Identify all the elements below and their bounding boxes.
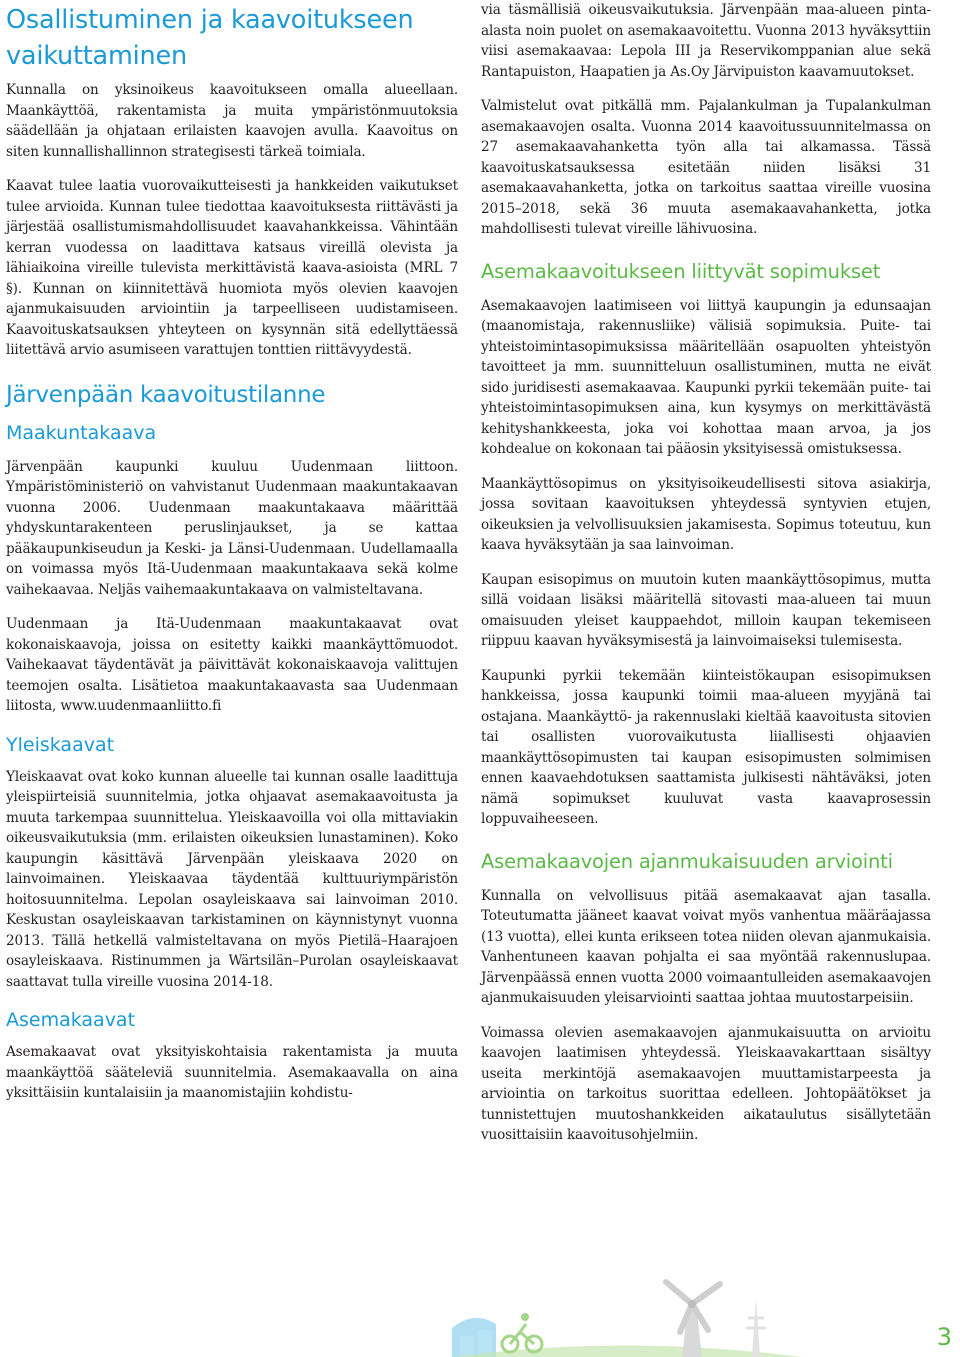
page-number: 3 [936, 1323, 952, 1351]
page-title: Osallistuminen ja kaavoitukseen vaikuttaminen [6, 5, 414, 71]
maakuntakaava-heading: Maakuntakaava [6, 421, 157, 444]
intro-paragraph-1: Kunnalla on yksinoikeus kaavoitukseen omalla alueellaan. Maankäyttöä, rakentamista ja muita ympäristönmuutoksia säädellään ja ohjataan erilaisten kaavojen avulla. Kaavoitus on siten kunnallishallinnon strategisesti tärkeä toimiala. [6, 82, 458, 160]
maakuntakaava-paragraph-2: Uudenmaan ja Itä-Uudenmaan maakuntakaavat ovat kokonaiskaavoja, joissa on esitetty kaikki maankäyttömuodot. Vaihekaavat täydentävät ja päivittävät kokonaiskaavoja valittujen teemojen osalta. Lisätietoa maakuntakaavasta saa Uudenmaan liitosta, www.uudenmaanliitto.fi [6, 616, 458, 714]
section-title: Järvenpään kaavoitustilanne [6, 381, 326, 408]
right-column [481, 0, 931, 1146]
arviointi-paragraph-1: Kunnalla on velvollisuus pitää asemakaavat ajan tasalla. Toteutumatta jääneet kaavat voivat myös vanhentua määräajassa (13 vuotta), ellei kunta erikseen totea niiden olevan ajanmukaisia. Vanhentuneen kaavan pohjalta ei saa myöntää rakennuslupaa. Järvenpäässä ennen vuotta 2000 voimaantulleiden asemakaavojen ajanmukaisuuden yleisarviointi saattaa johtaa muutostarpeisiin. [481, 887, 931, 1006]
asemakaavat-paragraph-2: Valmistelut ovat pitkällä mm. Pajalankulman ja Tupalankulman asemakaavojen osalta. Vuonna 2014 kaavoitussuunnitelmassa on 27 asemakaavahanketta työn alla tai alkamassa. Tässä kaavoituskatsauksessa esitetään niiden lisäksi 31 asemakaavahanketta, jotka on tarkoitus saattaa vireille vuosina 2015–2018, sekä 36 muuta asemakaavahanketta, jotka mahdollisesti tulevat vireille lähivuosina. [481, 98, 931, 237]
sopimukset-heading: Asemakaavoitukseen liittyvät sopimukset [481, 259, 881, 283]
tree-icon [746, 1298, 766, 1357]
left-column [6, 0, 458, 1104]
asemakaavat-paragraph-end: via täsmällisiä oikeusvaikutuksia. Järvenpään maa-alueen pinta-alasta noin puolet on asemakaavoitettu. Vuonna 2013 hyväksyttiin viisi asemakaavaa: Lepola III ja Reservikomppanian alue sekä Rantapuiston, Haapatien ja As.Oy Järvipuiston kaavamuutokset. [481, 2, 931, 80]
sopimukset-paragraph-1: Asemakaavojen laatimiseen voi liittyä kaupungin ja edunsaajan (maanomistaja, rakennusliike) välisiä sopimuksia. Puite- tai yhteistoimintasopimuksissa määritellään osapuolten yhteistyön tavoitteet ja mm. suunnitteluun osallistuminen, mutta ne eivät sido juridisesti asemakaavaa. Kaupunki pyrkii tekemään puite- tai yhteistoimintasopimuksen aina, kun kysymys on merkittävästä kehityshankkeesta, joka voi kohottaa maan arvoa, ja jos kohdealue on kokonaan tai pääosin yksityisessä omistuksessa. [481, 297, 931, 457]
sopimukset-paragraph-2: Maankäyttösopimus on yksityisoikeudellisesti sitova asiakirja, jossa sovitaan kaavoituksen yhteydessä syntyvien etujen, oikeuksien ja velvollisuuksien jakamisesta. Sopimus toteutuu, kun kaava hyväksytään ja saa lainvoiman. [481, 475, 931, 553]
yleiskaavat-heading: Yleiskaavat [6, 733, 115, 756]
sopimukset-paragraph-4: Kaupunki pyrkii tekemään kiinteistökaupan esisopimuksen hankkeissa, jossa kaupunki toimii maa-alueen myyjänä tai ostajana. Maankäyttö- ja rakennuslaki kieltää kaavoitusta sitovien tai osallisten vuorovaikutusta liiallisesti ohjaavien maankäyttösopimusten tai kaupan esisopimusten solmimisen ennen kaavaehdotuksen saattamista julkisesti nähtäväksi, joten nämä sopimukset kuuluvat vasta kaavaprosessin loppuvaiheeseen. [481, 667, 931, 827]
asemakaavat-paragraph-start: Asemakaavat ovat yksityiskohtaisia rakentamista ja muuta maankäyttöä sääteleviä suunnitelmia. Asemakaavalla on aina yksittäisiin kuntalaisiin ja maanomistajiin kohdistu- [6, 1044, 458, 1101]
windmill-icon [666, 1282, 720, 1357]
decorative-illustration [452, 1258, 802, 1357]
yleiskaavat-paragraph: Yleiskaavat ovat koko kunnan alueelle tai kunnan osalle laadittuja yleispiirteisiä suunnitelmia, jotka ohjaavat asemakaavoitusta ja muuta tarkempaa suunnittelua. Yleiskaavoilla voi olla mittaviakin oikeusvaikutuksia (mm. erilaisten oikeuksien lunastaminen). Koko kaupungin käsittävä Järvenpään yleiskaava 2020 on lainvoimainen. Yleiskaavaa täydentää kulttuuriympäristön hoitosuunnitelma. Lepolan osayleiskaava sai lainvoiman 2010. Keskustan osayleiskaavan tarkistaminen on käynnistynyt vuonna 2013. Tällä hetkellä valmisteltavana on myös Pietilä–Haarajoen osayleiskaava. Ristinummen ja Wärtsilän–Purolan osayleiskaavat saattavat tulla vireille vuosina 2014-18. [6, 768, 458, 990]
asemakaavat-heading: Asemakaavat [6, 1009, 136, 1031]
cyclist-icon [502, 1313, 542, 1352]
intro-paragraph-2: Kaavat tulee laatia vuorovaikutteisesti ja hankkeiden vaikutukset tulee arvioida. Kunnan tulee tiedottaa kaavoituksesta riittävästi ja järjestää osallistumismahdollisuudet kaavahankkeissa. Vähintään kerran vuodessa on laadittava katsaus vireillä olevista ja lähiaikoina vireille tulevista merkittävistä kaava-asioista (MRL 7 §). Kunnan on kiinnitettävä huomiota myös olevien kaavojen ajanmukaisuuden arviointiin ja tarpeelliseen uudistamiseen. Kaavoituskatsauksen yhteyteen on kysynnän sitä edellyttäessä liitettävä arvio asumiseen varattujen tonttien riittävyydestä. [6, 178, 458, 358]
maakuntakaava-paragraph-1: Järvenpään kaupunki kuuluu Uudenmaan liittoon. Ympäristöministeriö on vahvistanut Uudenmaan maakuntakaavan vuonna 2006. Uudenmaan maakuntakaava määrittää yhdyskuntarakenteen peruslinjaukset, ja se kattaa pääkaupunkiseudun ja Keski- ja Länsi-Uudenmaan. Uudellamaalla on voimassa myös Itä-Uudenmaan maakuntakaava sekä kolme vaihekaavaa. Neljäs vaihemaakuntakaava on valmisteltavana. [6, 458, 458, 598]
building-icon [452, 1318, 496, 1357]
arviointi-heading: Asemakaavojen ajanmukaisuuden arviointi [481, 849, 893, 873]
arviointi-paragraph-2: Voimassa olevien asemakaavojen ajanmukaisuutta on arvioitu kaavojen laatimisen yhteydessä. Yleiskaavakarttaan sisältyy useita merkintöjä asemakaavojen muuttamistarpeesta ja arviointia on tarkoitus suorittaa edelleen. Johtopäätökset ja tunnistettujen muutoshankkeiden aikataulutus sisällytetään vuosittaisiin kaavoitusohjelmiin. [481, 1024, 931, 1143]
sopimukset-paragraph-3: Kaupan esisopimus on muutoin kuten maankäyttösopimus, mutta sillä voidaan lisäksi määritellä sitovasti maa-alueen tai muun omaisuuden yleiset kauppaehdot, milloin kaupan tekemiseen riippuu kaavan hyväksymisestä ja lainvoimaiseksi tulemisesta. [481, 571, 931, 649]
